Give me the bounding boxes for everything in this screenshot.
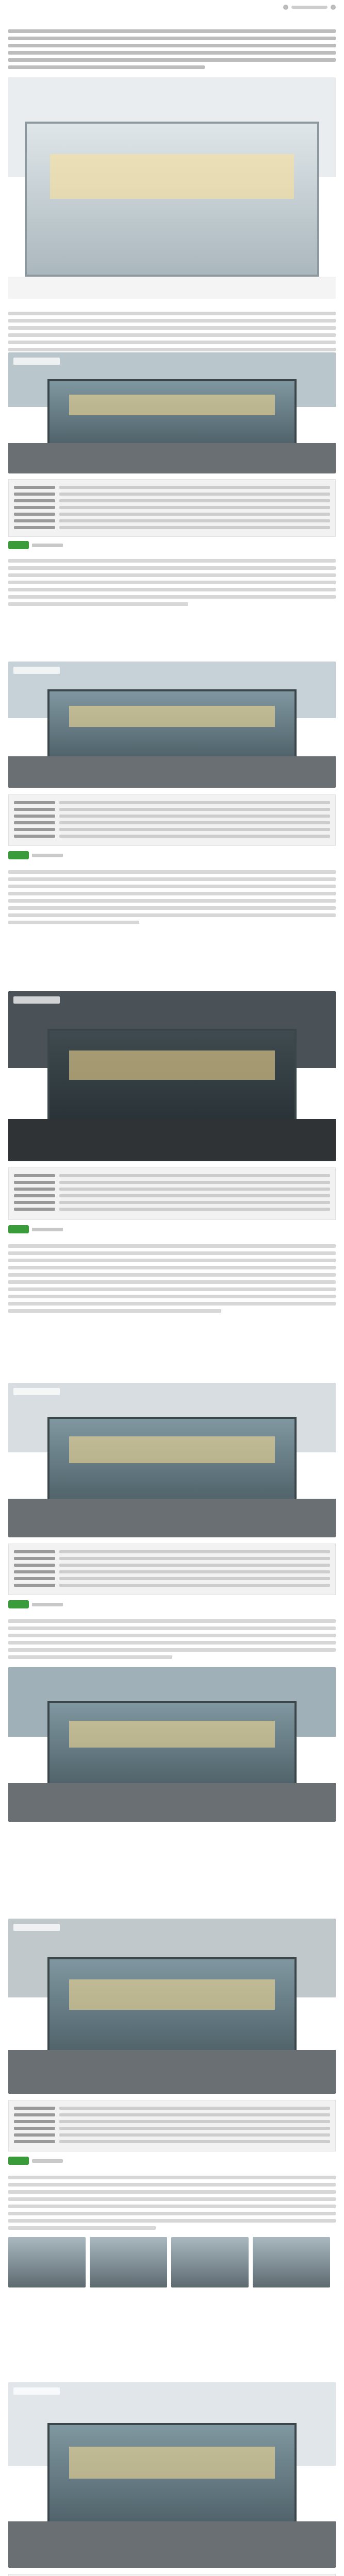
rating-widget[interactable] xyxy=(8,850,80,860)
rating-widget[interactable] xyxy=(8,540,80,550)
article-byline xyxy=(291,6,327,9)
article-title xyxy=(8,3,251,26)
city-heading xyxy=(8,1371,336,1380)
city-heading xyxy=(8,1907,336,1916)
like-button[interactable] xyxy=(8,1225,29,1233)
city-photo[interactable] xyxy=(8,1919,336,2094)
gallery-thumb[interactable] xyxy=(8,2237,86,2287)
city-photo[interactable] xyxy=(8,352,336,473)
photo-gallery xyxy=(8,2237,330,2287)
rating-widget[interactable] xyxy=(8,1224,80,1234)
city-heading xyxy=(8,2371,336,2379)
spec-table xyxy=(8,1167,336,1220)
gallery-thumb[interactable] xyxy=(171,2237,249,2287)
city-photo[interactable] xyxy=(8,2382,336,2568)
article-lead xyxy=(8,29,336,69)
spec-table xyxy=(8,1544,336,1595)
city-photo-secondary[interactable] xyxy=(8,1667,336,1822)
section-body xyxy=(8,555,336,609)
photo-credit xyxy=(13,2387,60,2395)
share-icon[interactable] xyxy=(331,5,336,10)
city-heading xyxy=(8,980,336,988)
spec-table xyxy=(8,2100,336,2151)
city-photo[interactable] xyxy=(8,662,336,788)
city-section-3 xyxy=(8,980,336,1371)
section-body xyxy=(8,2172,336,2233)
spec-table xyxy=(8,2574,336,2576)
section-body xyxy=(8,1241,336,1316)
city-section-6 xyxy=(8,2371,336,2576)
rating-widget[interactable] xyxy=(8,2156,80,2166)
intro-photo[interactable] xyxy=(8,77,336,299)
city-photo[interactable] xyxy=(8,991,336,1161)
city-heading xyxy=(8,341,336,349)
city-section-1 xyxy=(8,341,336,630)
section-body xyxy=(8,867,336,928)
spec-table xyxy=(8,479,336,537)
rating-count xyxy=(32,854,63,857)
rating-count xyxy=(32,2159,63,2163)
rating-count xyxy=(32,1603,63,1606)
rating-count xyxy=(32,1228,63,1231)
photo-credit xyxy=(13,1924,60,1931)
rating-widget[interactable] xyxy=(8,1599,80,1609)
city-section-5 xyxy=(8,1907,336,2371)
photo-credit xyxy=(13,358,60,365)
like-button[interactable] xyxy=(8,541,29,549)
gallery-thumb[interactable] xyxy=(253,2237,330,2287)
article-meta xyxy=(253,4,336,10)
photo-credit xyxy=(13,667,60,674)
city-photo[interactable] xyxy=(8,1383,336,1537)
article-header xyxy=(8,0,336,62)
photo-credit xyxy=(13,1388,60,1395)
like-button[interactable] xyxy=(8,1600,29,1608)
like-button[interactable] xyxy=(8,2157,29,2165)
city-heading xyxy=(8,650,336,658)
gallery-thumb[interactable] xyxy=(90,2237,167,2287)
section-body xyxy=(8,1616,336,1663)
city-section-2 xyxy=(8,650,336,980)
like-button[interactable] xyxy=(8,851,29,859)
rating-count xyxy=(32,544,63,547)
city-section-4 xyxy=(8,1371,336,1907)
photo-credit xyxy=(13,996,60,1004)
author-avatar[interactable] xyxy=(283,5,288,10)
spec-table xyxy=(8,794,336,846)
